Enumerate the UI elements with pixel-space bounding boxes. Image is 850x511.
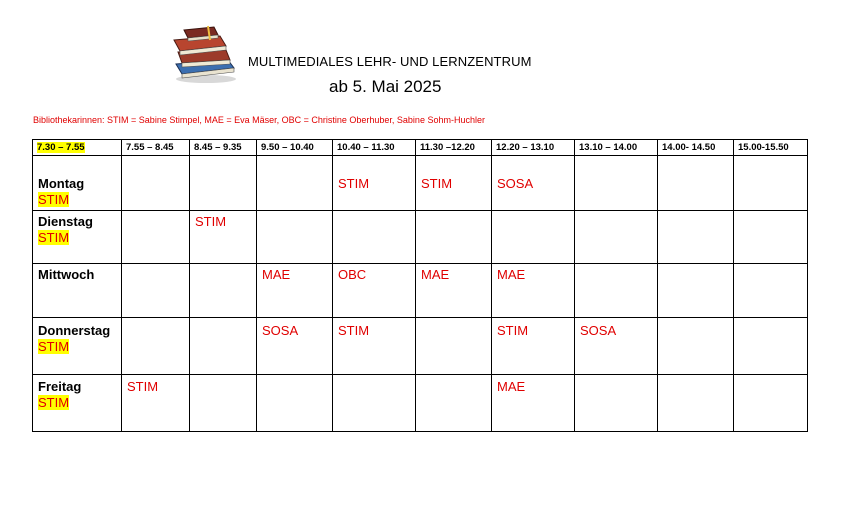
schedule-cell — [190, 375, 257, 432]
day-cell — [33, 375, 122, 432]
schedule-cell — [190, 318, 257, 375]
time-slot-header: 8.45 – 9.35 — [190, 140, 257, 156]
time-slot-header: 11.30 –12.20 — [416, 140, 492, 156]
day-row-dienstag — [33, 211, 808, 264]
day-row-mittwoch — [33, 264, 808, 318]
page-subtitle: ab 5. Mai 2025 — [329, 77, 442, 96]
schedule-cell — [575, 264, 658, 318]
day-name: Freitag — [38, 379, 82, 394]
time-slot-header: 10.40 – 11.30 — [333, 140, 416, 156]
schedule-cell: STIM — [492, 318, 575, 375]
schedule-cell — [575, 211, 658, 264]
schedule-cell — [734, 264, 808, 318]
time-slot-header: 12.20 – 13.10 — [492, 140, 575, 156]
time-slot-header: 7.30 – 7.55 — [33, 140, 122, 156]
early-staff: STIM — [38, 230, 70, 245]
schedule-cell — [658, 318, 734, 375]
day-cell — [33, 318, 122, 375]
schedule-cell — [257, 211, 333, 264]
day-name: Dienstag — [38, 214, 93, 229]
day-row-donnerstag — [33, 318, 808, 375]
schedule-cell — [658, 375, 734, 432]
schedule-cell: STIM — [333, 318, 416, 375]
schedule-cell — [658, 156, 734, 211]
time-slot-header: 15.00-15.50 — [734, 140, 808, 156]
schedule-cell — [734, 156, 808, 211]
schedule-cell: SOSA — [257, 318, 333, 375]
schedule-cell — [492, 211, 575, 264]
schedule-cell — [734, 211, 808, 264]
schedule-cell — [416, 375, 492, 432]
day-name: Mittwoch — [38, 267, 95, 282]
schedule-cell — [333, 211, 416, 264]
schedule-cell — [734, 375, 808, 432]
schedule-cell: MAE — [257, 264, 333, 318]
schedule-cell: STIM — [333, 156, 416, 211]
books-stack-icon — [168, 24, 240, 84]
schedule-cell — [190, 264, 257, 318]
day-row-montag — [33, 156, 808, 211]
schedule-cell — [122, 318, 190, 375]
schedule-cell — [122, 211, 190, 264]
time-slot-header: 14.00- 14.50 — [658, 140, 734, 156]
schedule-cell: SOSA — [492, 156, 575, 211]
header-row — [33, 140, 808, 156]
schedule-cell — [257, 156, 333, 211]
day-cell — [33, 211, 122, 264]
time-slot-header: 7.55 – 8.45 — [122, 140, 190, 156]
schedule-cell: OBC — [333, 264, 416, 318]
day-row-freitag — [33, 375, 808, 432]
schedule-cell: STIM — [416, 156, 492, 211]
schedule-cell — [734, 318, 808, 375]
schedule-cell — [333, 375, 416, 432]
schedule-cell: SOSA — [575, 318, 658, 375]
schedule-cell — [416, 318, 492, 375]
early-staff: STIM — [38, 339, 70, 354]
early-staff: STIM — [38, 395, 70, 410]
page-title: MULTIMEDIALES LEHR- UND LERNZENTRUM — [248, 54, 532, 69]
schedule-cell — [658, 264, 734, 318]
staff-legend: Bibliothekarinnen: STIM = Sabine Stimpel, MAE = Eva Mäser, OBC = Christine Oberhuber, Sabine Sohm-Huchler — [33, 115, 485, 125]
day-cell — [33, 156, 122, 211]
schedule-cell: MAE — [416, 264, 492, 318]
schedule-cell — [122, 264, 190, 318]
day-name: Donnerstag — [38, 323, 111, 338]
schedule-cell: MAE — [492, 264, 575, 318]
time-slot-header: 13.10 – 14.00 — [575, 140, 658, 156]
early-staff: STIM — [38, 192, 70, 207]
schedule-cell — [257, 375, 333, 432]
schedule-cell: STIM — [190, 211, 257, 264]
time-slot-header: 9.50 – 10.40 — [257, 140, 333, 156]
schedule-cell: MAE — [492, 375, 575, 432]
schedule-cell — [575, 156, 658, 211]
schedule-cell — [575, 375, 658, 432]
schedule-cell — [416, 211, 492, 264]
schedule-cell — [658, 211, 734, 264]
day-name: Montag — [38, 176, 85, 191]
schedule-cell — [190, 156, 257, 211]
schedule-cell: STIM — [122, 375, 190, 432]
day-cell — [33, 264, 122, 318]
schedule-table — [32, 139, 808, 432]
schedule-cell — [122, 156, 190, 211]
